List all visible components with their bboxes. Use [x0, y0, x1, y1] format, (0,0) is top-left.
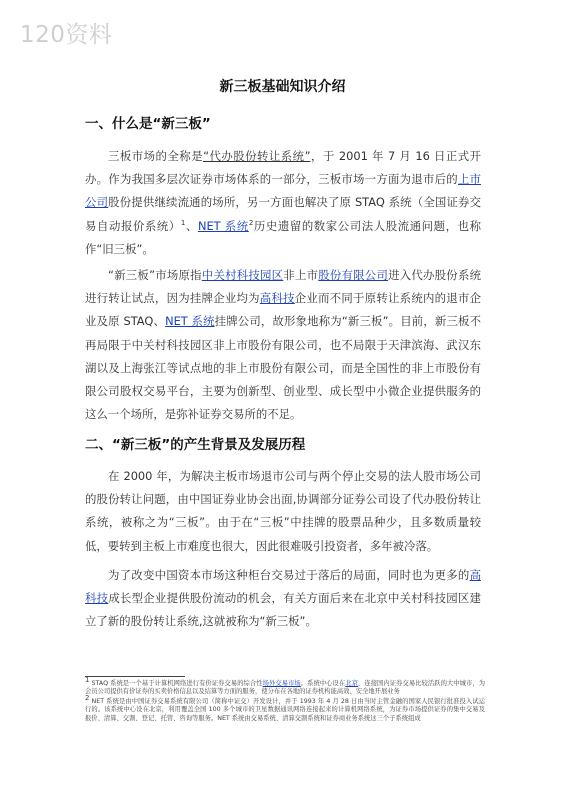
text-run: 。系统中心设在	[300, 680, 346, 688]
text-run: 挂牌公司，故形象地称为“新三板”。目前，新三板不再局限于中关村科技园区非上市股份有限公司，也不局限于天津滨海、武汉东湖以及上海张江等试点地的非上市股份有限公司，而是全国性的非上市股份有限公司股权交易平台，主要为创新型、创业型、成长型中小微企业提供服务的这么一个场所，是弥补证券交易所的不足。	[85, 314, 481, 422]
watermark-logo: 120资料	[20, 22, 113, 48]
text-run: 、	[185, 218, 198, 233]
text-run: 进入代办股份系统进行转让试点，因为挂牌企业均为	[85, 268, 481, 306]
link-net-system[interactable]: NET 系统	[197, 218, 249, 233]
section-2-paragraph-2	[85, 564, 481, 634]
link-otc-market[interactable]: 场外交易市场	[262, 680, 301, 688]
footnote-divider	[85, 676, 185, 677]
text-run: 股份提供继续流通的场所，另一方面也解决了原 STAQ 系统（全国证券交易自动报价系统）	[85, 195, 481, 233]
link-listed-company[interactable]: 上市公司	[85, 172, 481, 210]
text-run: ，于 2001 年 7 月 16 日正式开办。作为我国多层次证券市场体系的一部分，三板市场一方面为退市后的	[85, 149, 481, 187]
link-high-tech-2[interactable]: 高科技	[85, 568, 481, 606]
text-run: 三板市场的全称是	[108, 149, 204, 163]
text-run: 为了改变中国资本市场这种柜台交易过于落后的局面，同时也为更多的	[108, 568, 470, 582]
footnote-number-2: 2	[85, 694, 90, 702]
link-zhongguancun[interactable]: 中关村科技园区	[201, 268, 284, 282]
text-run: “新三板”市场原指	[108, 268, 202, 282]
text-run: 非上市	[283, 268, 319, 282]
text-run: 成长型企业提供股份流动的机会，有关方面后来在北京中关村科技园区建立了新的股份转让系统,这就被称为“新三板”。	[85, 591, 481, 629]
link-high-tech[interactable]: 高科技	[259, 291, 295, 306]
link-beijing[interactable]: 北京	[345, 680, 358, 688]
section-1-paragraph-2	[85, 264, 481, 426]
text-run: STAQ 系统是一个基于计算机网络进行有价证券交易的综合性	[89, 680, 263, 688]
footnote-number-1: 1	[85, 676, 90, 684]
text-run: 历史遗留的数家公司法人股流通问题，也称作“旧三板”。	[85, 218, 481, 256]
text-run: 企业而不同于原转让系统内的退市企业及原 STAQ、	[85, 291, 481, 329]
footnote-1	[85, 676, 486, 697]
section-1-paragraph-1	[85, 145, 481, 261]
footnote-ref-2[interactable]: 2	[248, 218, 254, 227]
section-2-heading: 二、“新三板”的产生背景及发展历程	[85, 437, 306, 453]
text-run: ，连接国内证券交易比较活跃的大中城市，为会员公司提供有价证券的买卖价格信息以及结算等方面的服务，使分布在各地的证券机构能高效、安全地开展业务	[85, 680, 486, 696]
document-title: 新三板基础知识介绍	[219, 79, 346, 95]
link-daiban-system[interactable]: “代办股份转让系统”	[203, 149, 311, 163]
link-net-system-2[interactable]: NET 系统	[165, 314, 215, 329]
section-2-paragraph-1: 在 2000 年，为解决主板市场退市公司与两个停止交易的法人股市场公司的股份转让问题，由中国证券业协会出面,协调部分证券公司设了代办股份转让系统，被称之为“三板”。由于在“三板”中挂牌的股票品种少，且多数质量较低，要转到主板上市难度也很大，因此很难吸引投资者，多年被冷落。	[85, 469, 481, 553]
text-run: NET 系统是由中国证券交易系统有限公司（简称中证交）开发设计，并于 1993 年 4 月 28 日由当时主管金融的国家人民银行批准投入试运行的。该系统中心设在北京，利用覆盖全国 100 多个城市的卫星数据通讯网络连接起来的计算机网络系统，为证券市场提供证券的集中交易及报价、清算、交割、登记、托管、咨询等服务。NET 系统由交易系统、清算交割系统和证券商业务系统这三个子系统组成	[85, 698, 485, 722]
footnote-2	[85, 694, 485, 723]
link-joint-stock-company[interactable]: 股份有限公司	[318, 268, 389, 282]
footnote-ref-1[interactable]: 1	[180, 218, 186, 227]
section-1-heading: 一、什么是“新三板”	[85, 116, 211, 132]
